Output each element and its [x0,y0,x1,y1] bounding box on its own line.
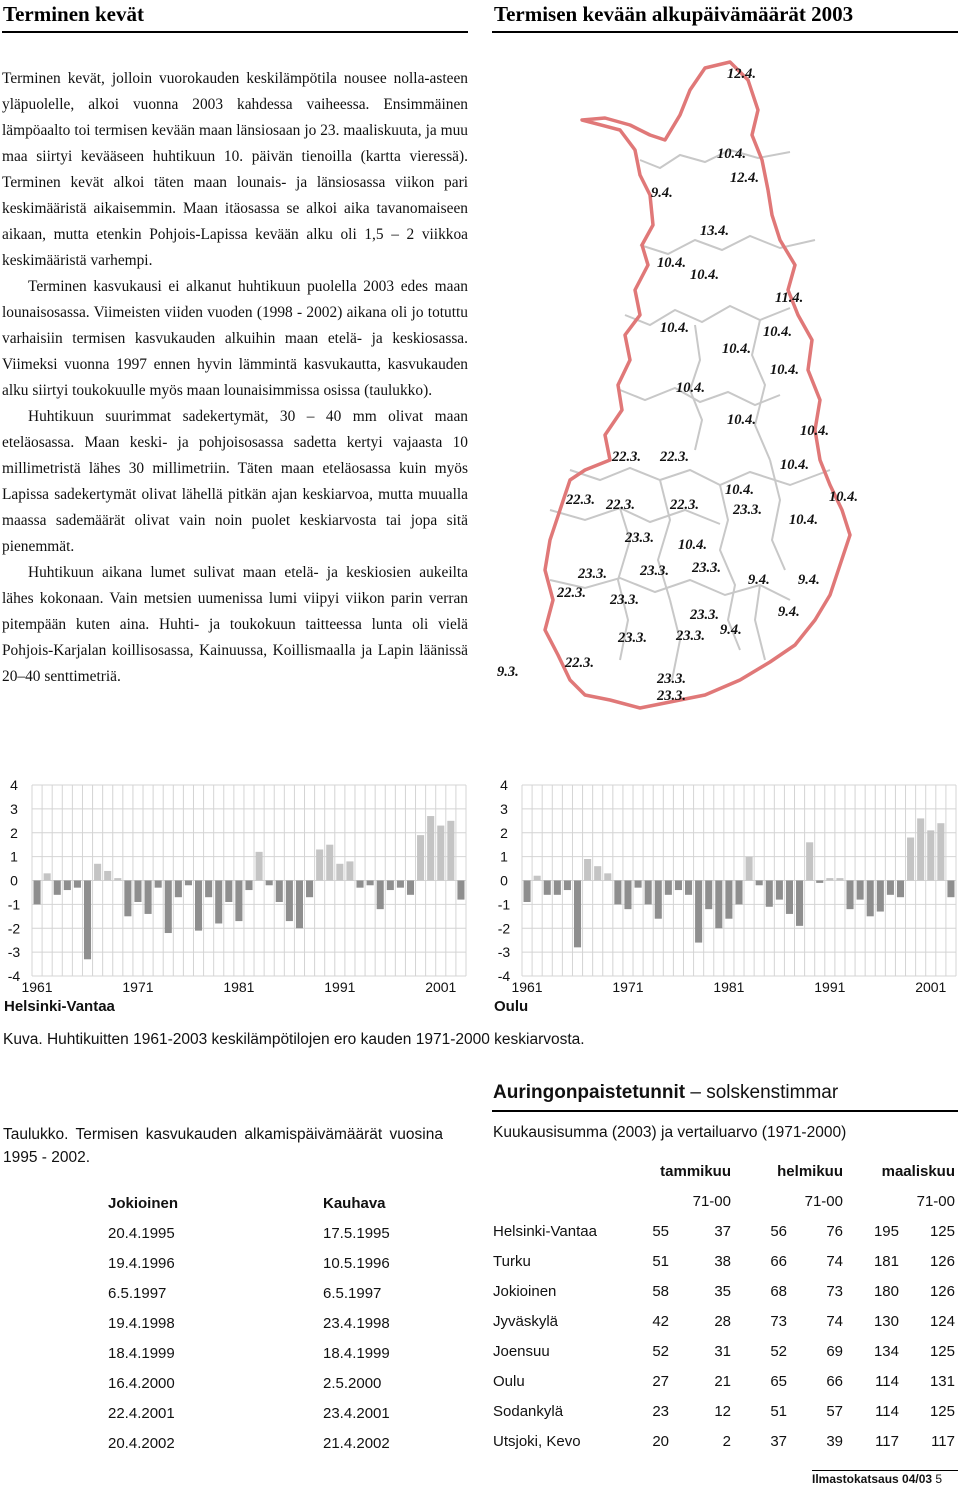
bar [84,881,91,960]
ref-header-row [493,1186,955,1216]
table-row [493,1246,955,1276]
bar [685,881,692,895]
bar [427,816,434,880]
table-row [493,1306,955,1336]
ref-header: 71-00 [692,1192,731,1210]
map-label: 23.3. [676,628,705,644]
bar [746,857,753,881]
map-label: 23.3. [733,502,762,518]
map-label: 10.4. [676,380,705,396]
cell: 20.4.2002 [108,1434,175,1452]
cell: 23.4.2001 [323,1404,390,1422]
table-row [493,1366,955,1396]
value-cell: 69 [826,1342,843,1360]
region-border [658,480,670,600]
value-cell: 76 [826,1222,843,1240]
table-row [108,1428,438,1458]
value-cell: 51 [652,1252,669,1270]
table-row [108,1218,438,1248]
map-label: 22.3. [606,497,635,513]
bar [836,878,843,880]
map-label: 12.4. [730,170,759,186]
bar [776,881,783,900]
sunshine-table [493,1156,955,1456]
column-header: Kauhava [323,1194,386,1212]
value-cell: 134 [873,1342,899,1360]
table-row [493,1216,955,1246]
bar [816,881,823,883]
value-cell: 124 [929,1312,955,1330]
map-label: 10.4. [690,267,719,283]
y-tick-label: 2 [500,824,508,841]
value-cell: 28 [714,1312,731,1330]
y-tick-label: -3 [497,944,511,961]
station-name: Turku [493,1252,531,1270]
cell: 6.5.1997 [323,1284,382,1302]
map-label: 23.3. [625,530,654,546]
y-tick-label: -2 [497,920,511,937]
paragraph: Terminen kasvukausi ei alkanut huhtikuun puolella 2003 edes maan lounaisosassa. Viimeisten viiden vuoden (1998 - 2002) aikana oli jo totuttu varhaisiin termisen kasvukauden alkuihin maan etelä- ja keskiosassa. Viimeksi vuonna 1997 ennen hyvin lämmintä kasvukautta, kasvukauden alku siirtyi toukokuulle myös maan lounaisimmissa osissa (taulukko). [2,278,468,399]
bar [655,881,662,919]
bar [786,881,793,914]
bar [826,878,833,880]
table-row [493,1396,955,1426]
bar [766,881,773,907]
station-name: Sodankylä [493,1402,564,1420]
region-border [625,306,790,325]
bar [877,881,884,912]
bar [457,881,464,900]
value-cell: 55 [652,1222,669,1240]
bar [437,826,444,881]
bar [645,881,652,905]
bar [407,881,414,895]
value-cell: 51 [770,1402,787,1420]
value-cell: 68 [770,1282,787,1300]
ref-header: 71-00 [916,1192,955,1210]
sunshine-title-bold: Auringonpaistetunnit [493,1082,686,1103]
map-label: 22.3. [660,449,689,465]
bar [346,861,353,880]
table-row [493,1336,955,1366]
region-border [640,150,790,168]
bar [397,881,404,888]
bar [326,845,333,881]
bar [306,881,313,898]
value-cell: 117 [931,1432,955,1450]
map-label: 10.4. [678,537,707,553]
x-tick-label: 1961 [21,979,53,995]
bar [584,859,591,880]
bar [74,881,81,888]
value-cell: 125 [929,1402,955,1420]
cell: 22.4.2001 [108,1404,175,1422]
map-label: 10.4. [770,362,799,378]
map-label: 22.3. [612,449,641,465]
value-cell: 42 [652,1312,669,1330]
bar [155,881,162,888]
bar [614,881,621,905]
bar [286,881,293,922]
value-cell: 181 [873,1252,899,1270]
y-tick-label: 2 [10,824,18,841]
bar [417,835,424,880]
map-label: 23.3. [578,566,607,582]
map-label: 22.3. [565,655,594,671]
x-tick-label: 2001 [425,979,457,995]
bar [175,881,182,898]
bar [604,873,611,880]
bar [695,881,702,943]
cell: 18.4.1999 [323,1344,390,1362]
left-section-title: Terminen kevät [3,2,144,26]
y-tick-label: 4 [500,777,508,793]
map-label: 10.4. [722,341,751,357]
chart-title: Helsinki-Vantaa [4,998,115,1015]
bar [796,881,803,926]
value-cell: 56 [770,1222,787,1240]
cell: 2.5.2000 [323,1374,382,1392]
bar [665,881,672,895]
bar [276,881,283,902]
y-tick-label: -1 [7,896,21,913]
map-label: 10.4. [800,423,829,439]
y-tick-label: 3 [500,800,508,817]
value-cell: 65 [770,1372,787,1390]
table-row [493,1276,955,1306]
value-cell: 195 [873,1222,899,1240]
map-label: 9.4. [778,604,800,620]
finland-map [490,40,960,720]
paragraph: Huhtikuun suurimmat sadekertymät, 30 – 40 mm olivat maan eteläosassa. Maan keski- ja pohjoisosassa sadetta kertyi vajaasta 10 millimetristä lähes 30 millimetriin. Täten maan eteläosassa kuin myös Lapissa sadekertymät olivat lähellä pitkän ajan keskiarvoa, mutta muualla maassa sademäärät olivat vain noin puolet keskiarvosta tai jopa sitä pienemmät. [2,408,468,555]
y-tick-label: -4 [497,968,511,984]
cell: 20.4.1995 [108,1224,175,1242]
value-cell: 74 [826,1312,843,1330]
map-label: 10.4. [725,482,754,498]
table-row [108,1398,438,1428]
table-caption: Taulukko. Termisen kasvukauden alkamispäivämäärät vuosina 1995 - 2002. [3,1126,443,1166]
bar [897,881,904,898]
right-title-rule [492,31,958,33]
map-label: 23.3. [657,688,686,704]
bar [635,881,642,888]
bar [937,823,944,880]
value-cell: 37 [770,1432,787,1450]
bar [554,881,561,895]
value-cell: 180 [873,1282,899,1300]
value-cell: 66 [826,1372,843,1390]
y-tick-label: -2 [7,920,21,937]
y-tick-label: 0 [10,872,18,889]
value-cell: 39 [826,1432,843,1450]
month-header: tammikuu [660,1162,731,1180]
y-tick-label: -4 [7,968,21,984]
bar [316,849,323,880]
y-tick-label: 1 [10,848,18,865]
cell: 23.4.1998 [323,1314,390,1332]
x-tick-label: 1981 [713,979,745,995]
figure-caption: Kuva. Huhtikuitten 1961-2003 keskilämpötilojen ero kauden 1971-2000 keskiarvosta. [3,1031,585,1048]
region-border [752,320,770,460]
bar [544,881,551,895]
bar [594,866,601,880]
table-row [108,1278,438,1308]
value-cell: 114 [875,1402,899,1420]
oulu-anomaly-chart [490,770,960,1020]
value-cell: 117 [875,1432,899,1450]
value-cell: 38 [714,1252,731,1270]
x-tick-label: 1991 [814,979,846,995]
bar [887,881,894,895]
bar [387,881,394,891]
map-label: 23.3. [657,671,686,687]
x-tick-label: 1971 [122,979,154,995]
table-header-row [108,1188,438,1218]
map-label: 9.4. [720,622,742,638]
bar [857,881,864,900]
bar [165,881,172,934]
bar [534,876,541,881]
station-name: Oulu [493,1372,525,1390]
y-tick-label: 0 [500,872,508,889]
y-tick-label: 3 [10,800,18,817]
table-row [493,1426,955,1456]
footer [812,1472,942,1486]
value-cell: 74 [826,1252,843,1270]
value-cell: 20 [652,1432,669,1450]
value-cell: 35 [714,1282,731,1300]
value-cell: 57 [826,1402,843,1420]
table-row [108,1338,438,1368]
value-cell: 31 [714,1342,731,1360]
cell: 16.4.2000 [108,1374,175,1392]
footer-publication: Ilmastokatsaus 04/03 [812,1472,933,1486]
footer-rule [812,1470,958,1471]
map-label: 10.4. [660,320,689,336]
map-label: 10.4. [829,489,858,505]
bar [94,864,101,881]
map-label: 22.3. [670,497,699,513]
bar [205,881,212,898]
bar [524,881,531,902]
cell: 10.5.1996 [323,1254,390,1272]
map-label: 10.4. [727,412,756,428]
bar [104,871,111,881]
value-cell: 125 [929,1222,955,1240]
map-label: 22.3. [557,585,586,601]
map-label: 9.4. [748,572,770,588]
bar [266,881,273,886]
cell: 17.5.1995 [323,1224,390,1242]
sunshine-subtitle: Kuukausisumma (2003) ja vertailuarvo (1971-2000) [493,1124,847,1141]
bar [917,818,924,880]
map-label: 23.3. [692,560,721,576]
sunshine-rows [493,1216,955,1456]
region-border [755,585,765,660]
bar [725,881,732,919]
month-header: maaliskuu [881,1162,955,1180]
map-label: 10.4. [657,255,686,271]
bar [735,881,742,905]
chart-title: Oulu [494,998,529,1015]
bar [447,821,454,881]
map-label: 23.3. [640,563,669,579]
value-cell: 27 [652,1372,669,1390]
map-label: 9.4. [651,185,673,201]
station-name: Jokioinen [493,1282,557,1300]
value-cell: 23 [652,1402,669,1420]
map-label: 10.4. [789,512,818,528]
y-tick-label: -1 [497,896,511,913]
map-label: 23.3. [610,592,639,608]
bar [215,881,222,924]
bar [947,881,954,898]
value-cell: 37 [714,1222,731,1240]
x-tick-label: 1991 [324,979,356,995]
table-row [108,1368,438,1398]
map-label: 9.4. [798,572,820,588]
sunshine-title-rest: – solskenstimmar [690,1082,839,1103]
bar [64,881,71,891]
map-label: 23.3. [690,607,719,623]
bar [34,881,41,905]
bar [624,881,631,910]
bar [44,873,51,880]
value-cell: 114 [875,1372,899,1390]
bar [756,881,763,886]
bar [145,881,152,914]
bar [377,881,384,910]
station-name: Jyväskylä [493,1312,559,1330]
cell: 21.4.2002 [323,1434,390,1452]
map-label: 10.4. [763,324,792,340]
cell: 18.4.1999 [108,1344,175,1362]
sunshine-rule [492,1110,958,1112]
map-label: 10.4. [717,146,746,162]
bar [225,881,232,902]
bar [907,838,914,881]
x-tick-label: 1961 [511,979,543,995]
bar [705,881,712,910]
value-cell: 126 [929,1282,955,1300]
paragraph: Huhtikuun aikana lumet sulivat maan etelä- ja keskiosien aukeilta lähes kokonaan. Vain metsien uumenissa lumi viipyi viikon parin verran pitempään kuten aina. Huhti- ja toukokuun taitteessa lunta oli vielä Pohjois-Karjalan koillisosassa, Kainuussa, Koillismaalla ja Lapin läänissä 20–40 senttimetriä. [2,564,468,685]
map-label: 10.4. [780,457,809,473]
paragraph: Terminen kevät, jolloin vuorokauden keskilämpötila nousee nolla-asteen yläpuolelle, alkoi vuonna 2003 kahdessa vaiheessa. Ensimmäinen lämpöaalto toi termisen kevään maan länsiosaan jo 23. maaliskuuta, ja muu maa siirtyi kevääseen huhtikuun 10. päivän tienoilla (kartta vieressä). Terminen kevät alkoi täten maan lounais- ja länsiosassa viikon pari keskimääristä aikaisemmin. Maan itäosassa se alkoi aika tavanomaiseen aikaan, mutta etenkin Pohjois-Lapissa kevään alku oli 1,5 – 2 viikkoa keskimääristä varhempi. [2,70,468,269]
x-tick-label: 2001 [915,979,947,995]
x-tick-label: 1971 [612,979,644,995]
bar [336,864,343,881]
bar [114,878,121,880]
station-name: Utsjoki, Kevo [493,1432,581,1450]
helsinki-vantaa-anomaly-chart [0,770,470,1020]
station-name: Helsinki-Vantaa [493,1222,597,1240]
table-row [108,1308,438,1338]
value-cell: 2 [722,1432,731,1450]
bar [245,881,252,891]
map-label: 22.3. [566,492,595,508]
map-label: 12.4. [727,66,756,82]
bar [846,881,853,910]
bar [185,881,192,886]
bar [124,881,131,917]
map-label: 9.3. [497,664,519,680]
x-tick-label: 1981 [223,979,255,995]
bar [715,881,722,929]
right-section-title: Termisen kevään alkupäivämäärät 2003 [494,2,854,26]
cell: 6.5.1997 [108,1284,167,1302]
bar [296,881,303,929]
bar [867,881,874,917]
map-label: 23.3. [618,630,647,646]
value-cell: 126 [929,1252,955,1270]
region-border [770,460,785,570]
month-header: helmikuu [777,1162,843,1180]
growing-season-table [108,1188,438,1458]
value-cell: 131 [929,1372,955,1390]
bar [675,881,682,891]
bar [54,881,61,895]
value-cell: 58 [652,1282,669,1300]
bar [256,852,263,881]
map-label: 11.4. [775,290,804,306]
page-number: 5 [935,1472,943,1486]
value-cell: 52 [652,1342,669,1360]
bar [356,881,363,888]
bar [574,881,581,948]
bar [134,881,141,902]
bar [927,830,934,880]
cell: 19.4.1998 [108,1314,175,1332]
value-cell: 73 [770,1312,787,1330]
sunshine-title [493,1082,838,1104]
bar [235,881,242,922]
value-cell: 66 [770,1252,787,1270]
ref-header: 71-00 [804,1192,843,1210]
cell: 19.4.1996 [108,1254,175,1272]
value-cell: 12 [714,1402,731,1420]
value-cell: 130 [873,1312,899,1330]
y-tick-label: 1 [500,848,508,865]
column-header: Jokioinen [108,1194,179,1212]
bar [564,881,571,891]
value-cell: 125 [929,1342,955,1360]
station-name: Joensuu [493,1342,550,1360]
value-cell: 21 [714,1372,731,1390]
table-row [108,1248,438,1278]
y-tick-label: 4 [10,777,18,793]
value-cell: 73 [826,1282,843,1300]
article-text [2,66,468,690]
bar [367,881,374,886]
y-tick-label: -3 [7,944,21,961]
left-title-rule [2,31,468,33]
bar [195,881,202,931]
map-label: 13.4. [700,223,729,239]
bar [806,842,813,880]
month-header-row [493,1156,955,1186]
value-cell: 52 [770,1342,787,1360]
